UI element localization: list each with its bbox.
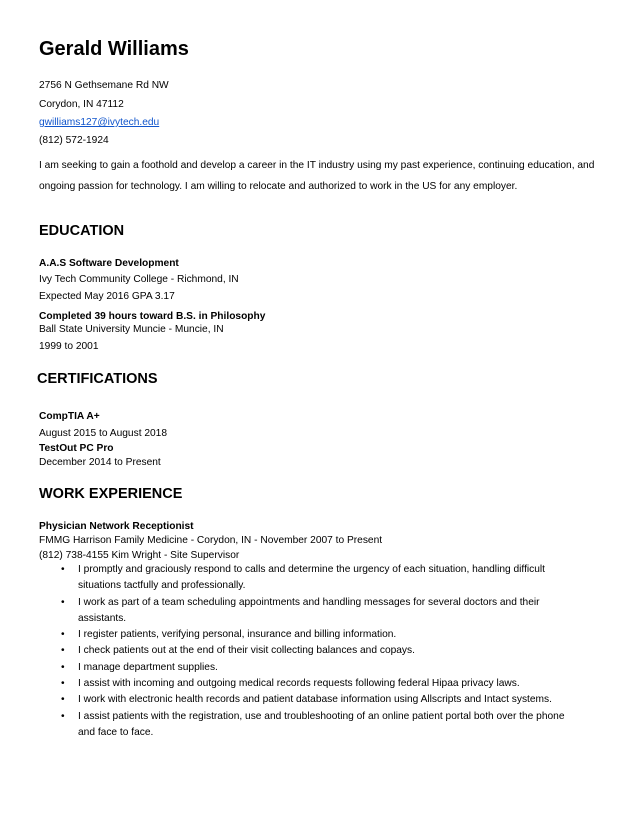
- phone-number: (812) 572-1924: [39, 135, 109, 146]
- job-supervisor: (812) 738-4155 Kim Wright - Site Supervisor: [39, 550, 240, 561]
- duty-text: I assist with incoming and outgoing medical records requests following federal Hipaa privacy laws.: [78, 678, 520, 690]
- job-duties-list: [61, 562, 584, 741]
- job-title: Physician Network Receptionist: [39, 521, 194, 532]
- education-dates-2: 1999 to 2001: [39, 341, 99, 352]
- duty-text: I work as part of a team scheduling appointments and handling messages for several doctors and their assistants.: [78, 596, 540, 624]
- bullet-icon: •: [61, 564, 65, 575]
- list-item: [61, 595, 584, 628]
- duty-text: I promptly and graciously respond to calls and determine the urgency of each situation, handling difficult situations tactfully and professionally.: [78, 564, 546, 592]
- list-item: [61, 627, 584, 643]
- bullet-icon: •: [61, 661, 65, 673]
- bullet-icon: •: [61, 694, 65, 706]
- bullet-icon: •: [61, 710, 65, 722]
- bullet-icon: •: [61, 645, 65, 657]
- duty-text: I work with electronic health records and patient database information using Allscripts and Intact systems.: [78, 694, 552, 706]
- list-item: [61, 562, 584, 595]
- bullet-icon: •: [61, 629, 65, 641]
- list-item: [61, 692, 584, 708]
- duty-text: I check patients out at the end of their visit collecting balances and copays.: [78, 645, 415, 657]
- list-item: [61, 709, 584, 742]
- address-line-1: 2756 N Gethsemane Rd NW: [39, 80, 169, 91]
- bullet-icon: •: [61, 678, 65, 690]
- certification-title-1: CompTIA A+: [39, 411, 100, 422]
- education-school-2: Ball State University Muncie - Muncie, IN: [39, 324, 224, 335]
- job-employer: FMMG Harrison Family Medicine - Corydon, IN - November 2007 to Present: [39, 535, 383, 546]
- certifications-heading: CERTIFICATIONS: [37, 371, 158, 387]
- bullet-icon: •: [61, 596, 65, 608]
- education-dates-1: Expected May 2016 GPA 3.17: [39, 291, 175, 302]
- list-item: [61, 676, 584, 692]
- work-experience-heading: WORK EXPERIENCE: [39, 486, 183, 502]
- certification-title-2: TestOut PC Pro: [39, 443, 114, 454]
- education-heading: EDUCATION: [39, 223, 125, 239]
- candidate-name: Gerald Williams: [39, 38, 189, 60]
- education-school-1: Ivy Tech Community College - Richmond, IN: [39, 274, 239, 285]
- email-link[interactable]: gwilliams127@ivytech.edu: [39, 117, 160, 128]
- summary-paragraph: I am seeking to gain a foothold and develop a career in the IT industry using my past experience, continuing education, and ongoing passion for technology. I am willing to relocate and authorized to work in the US for any employer.: [39, 160, 595, 192]
- certification-dates-2: December 2014 to Present: [39, 457, 161, 468]
- education-title-2: Completed 39 hours toward B.S. in Philosophy: [39, 311, 266, 322]
- education-title-1: A.A.S Software Development: [39, 258, 179, 269]
- duty-text: I register patients, verifying personal, insurance and billing information.: [78, 629, 397, 641]
- certification-dates-1: August 2015 to August 2018: [39, 428, 168, 439]
- duty-text: I manage department supplies.: [78, 661, 218, 673]
- address-line-2: Corydon, IN 47112: [39, 99, 124, 110]
- duty-text: I assist patients with the registration, use and troubleshooting of an online patient portal both over the phone and face to face.: [78, 710, 565, 738]
- list-item: [61, 660, 584, 676]
- list-item: [61, 643, 584, 659]
